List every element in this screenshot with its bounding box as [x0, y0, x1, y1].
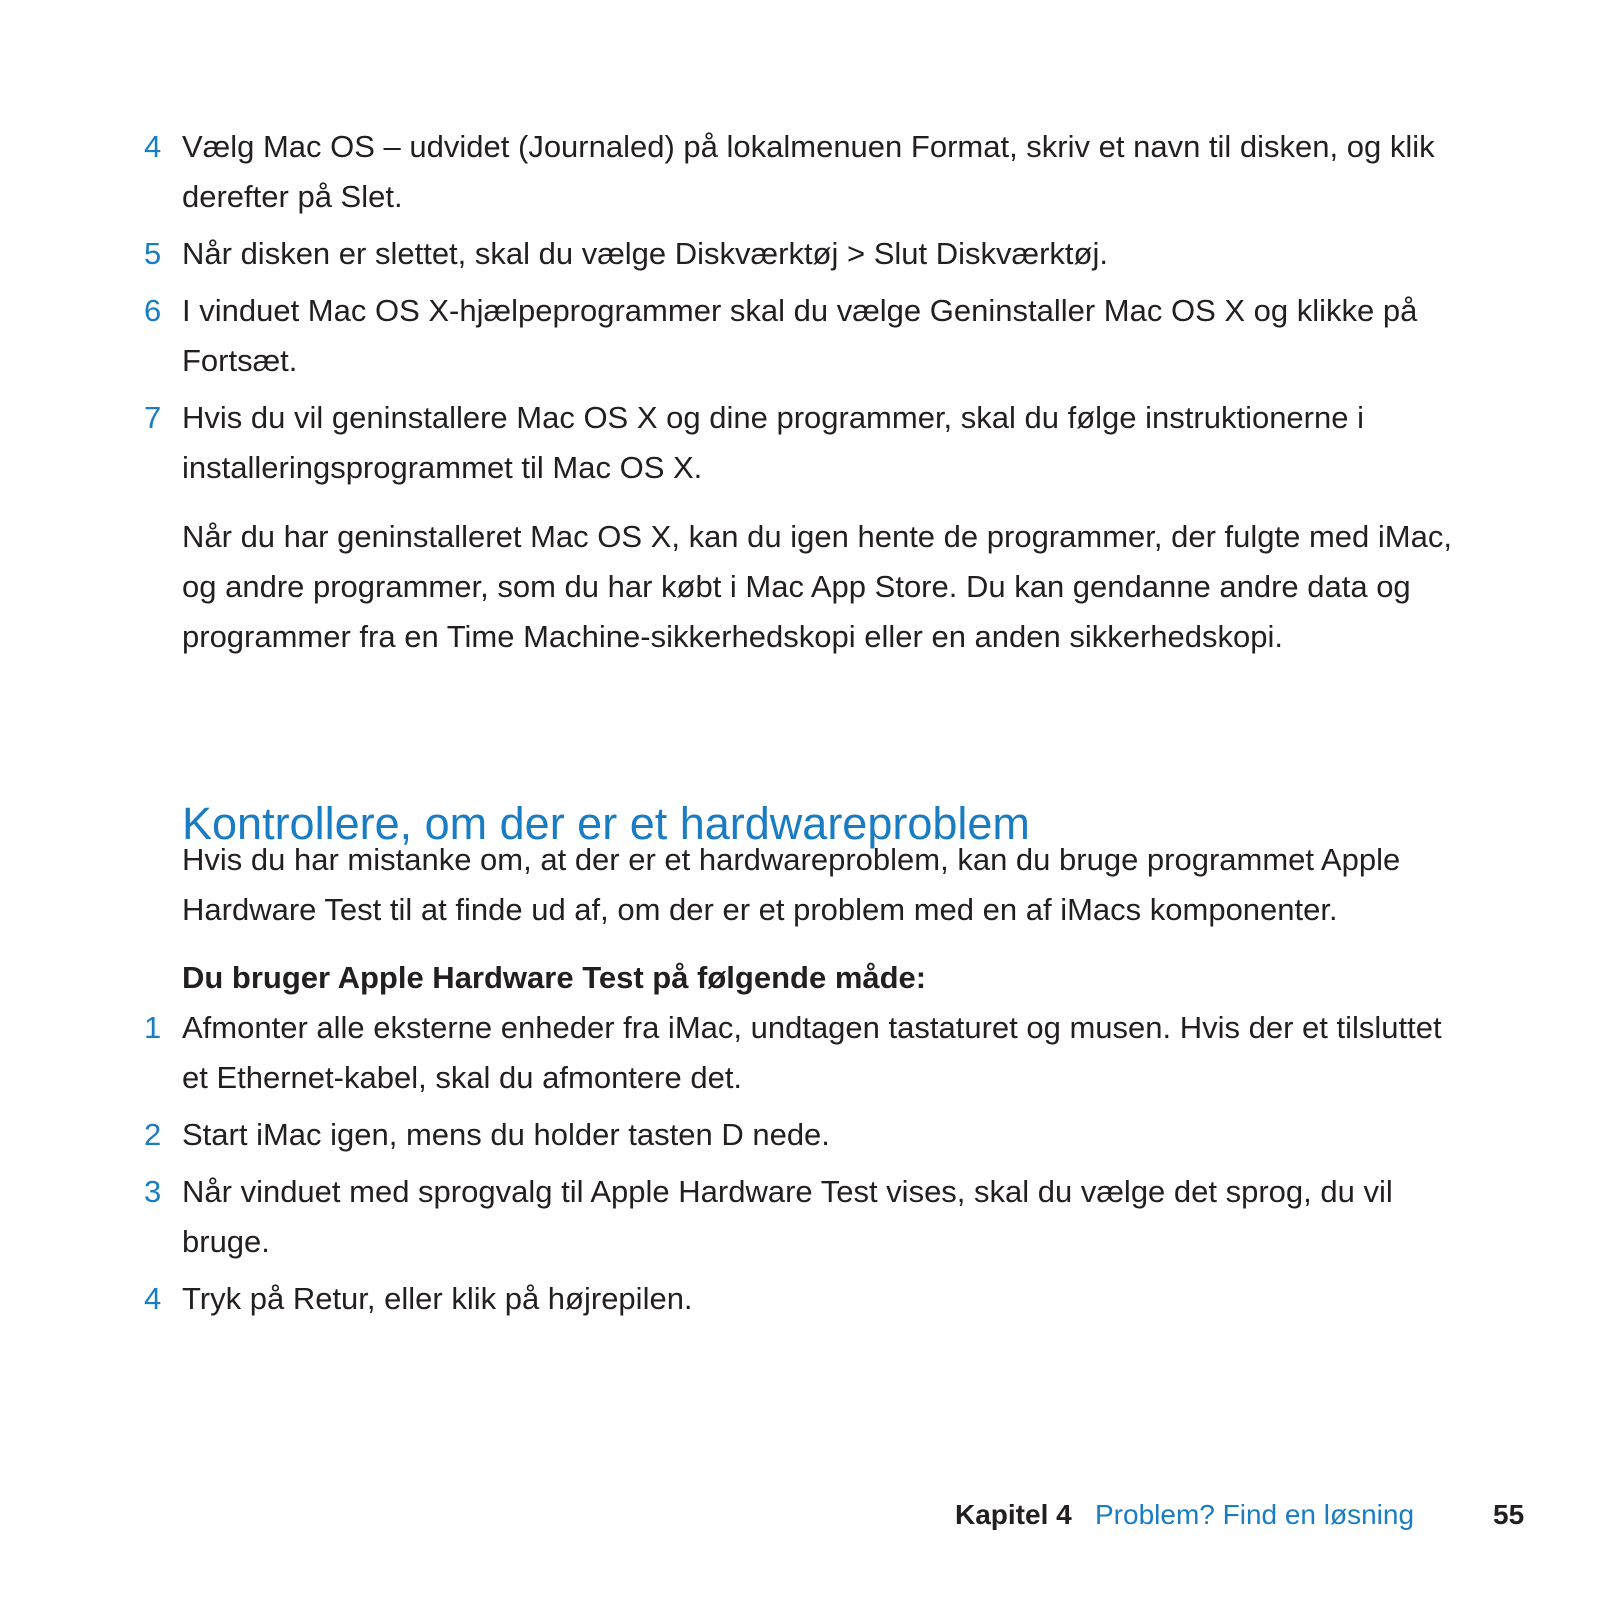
step-number: 3 — [144, 1174, 162, 1209]
step-number: 5 — [144, 236, 162, 271]
section-intro: Hvis du har mistanke om, at der er et hardwareproblem, kan du bruge programmet Apple Hardware Test til at finde ud af, om der er et problem med en af iMacs komponenter. — [182, 842, 1401, 927]
step-number: 2 — [144, 1117, 162, 1152]
step-text: Når disken er slettet, skal du vælge Diskværktøj > Slut Diskværktøj. — [182, 236, 1108, 271]
list-item — [0, 229, 1457, 279]
step-number: 4 — [144, 129, 162, 164]
list-item — [0, 122, 1457, 222]
step-text: Hvis du vil geninstallere Mac OS X og dine programmer, skal du følge instruktionerne i installeringsprogrammet til Mac OS X. — [182, 400, 1364, 485]
step-number: 7 — [144, 400, 162, 435]
list-item — [0, 1274, 1457, 1324]
step-text: Når vinduet med sprogvalg til Apple Hardware Test vises, skal du vælge det sprog, du vil bruge. — [182, 1174, 1393, 1259]
step-text: Afmonter alle eksterne enheder fra iMac, undtagen tastaturet og musen. Hvis der et tilsluttet et Ethernet-kabel, skal du afmontere det. — [182, 1010, 1442, 1095]
step-number: 1 — [144, 1010, 162, 1045]
step-text: I vinduet Mac OS X-hjælpeprogrammer skal du vælge Geninstaller Mac OS X og klikke på Fortsæt. — [182, 293, 1418, 378]
list-item — [0, 1110, 1457, 1160]
steps-list-top — [0, 122, 1457, 493]
reinstall-paragraph: Når du har geninstalleret Mac OS X, kan du igen hente de programmer, der fulgte med iMac, og andre programmer, som du har købt i Mac App Store. Du kan gendanne andre data og programmer fra en Time Machine-sikkerhedskopi eller en anden sikkerhedskopi. — [182, 519, 1452, 654]
list-item — [0, 1167, 1457, 1267]
section-heading: Kontrollere, om der er et hardwareproblem — [182, 798, 1030, 849]
page-number: 55 — [1493, 1499, 1525, 1530]
footer-chapter-label: Kapitel 4 — [955, 1499, 1072, 1530]
step-number: 4 — [144, 1281, 162, 1316]
step-text: Start iMac igen, mens du holder tasten D nede. — [182, 1117, 830, 1152]
steps-list-hardware-test — [0, 1003, 1457, 1324]
procedure-subheading: Du bruger Apple Hardware Test på følgende måde: — [182, 960, 927, 995]
step-number: 6 — [144, 293, 162, 328]
step-text: Vælg Mac OS – udvidet (Journaled) på lokalmenuen Format, skriv et navn til disken, og klik derefter på Slet. — [182, 129, 1435, 214]
list-item — [0, 286, 1457, 386]
list-item — [0, 1003, 1457, 1103]
step-text: Tryk på Retur, eller klik på højrepilen. — [182, 1281, 693, 1316]
footer-chapter-title: Problem? Find en løsning — [1095, 1499, 1415, 1530]
list-item — [0, 393, 1457, 493]
